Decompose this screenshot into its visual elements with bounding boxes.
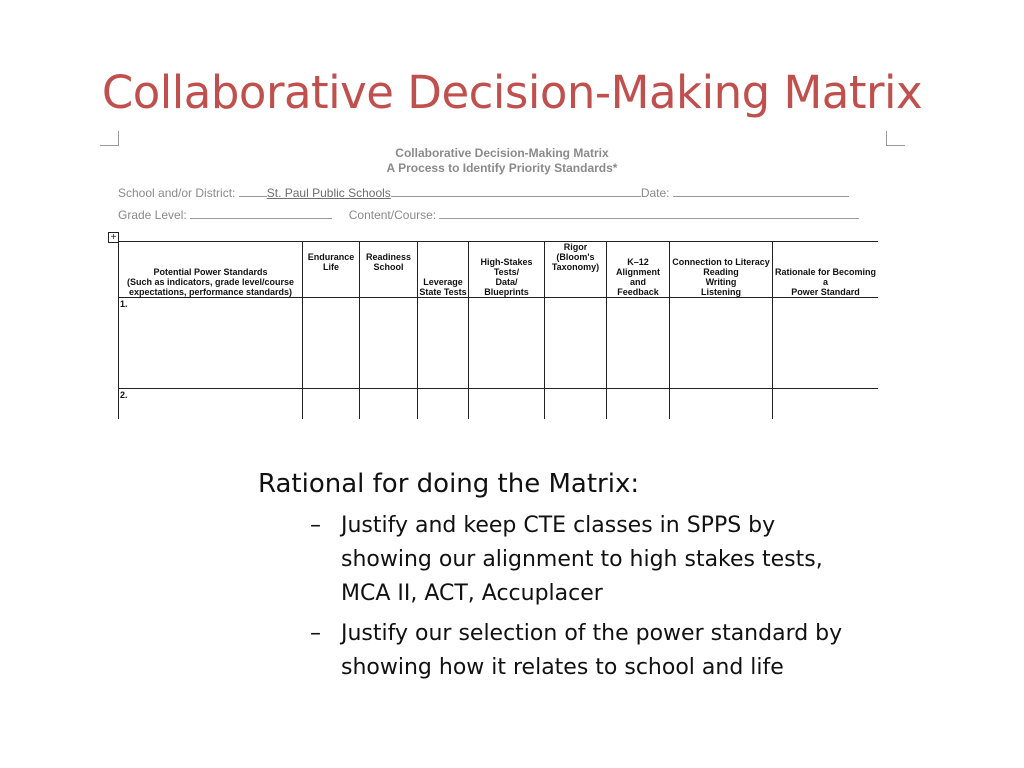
slide-title: Collaborative Decision-Making Matrix <box>101 66 923 119</box>
content-label: Content/Course: <box>348 208 437 222</box>
header-high-stakes: High-Stakes Tests/ Data/ Blueprints <box>469 242 545 298</box>
list-item <box>258 509 851 611</box>
row-number-cell[interactable]: 2. <box>119 389 303 420</box>
rationale-heading: Rational for doing the Matrix: <box>258 469 640 499</box>
header-potential-power-standards: Potential Power Standards (Such as indicators, grade level/course expectations, performance standards) <box>119 242 303 298</box>
plus-square-icon[interactable]: + <box>108 232 119 243</box>
document-title <box>0 146 1004 176</box>
header-k12-alignment: K–12 Alignment and Feedback <box>607 242 670 298</box>
bullet-text: Justify and keep CTE classes in SPPS by showing our alignment to high stakes tests, MCA II, ACT, Accuplacer <box>341 513 823 606</box>
bullet-text: Justify our selection of the power standard by showing how it relates to school and life <box>341 621 843 680</box>
grade-field <box>118 207 859 222</box>
header-leverage: Leverage State Tests <box>418 242 469 298</box>
school-value: St. Paul Public Schools <box>266 186 391 200</box>
document-title-line-1: Collaborative Decision-Making Matrix <box>395 146 609 160</box>
table-row <box>119 389 879 420</box>
school-label: School and/or District: <box>118 186 236 200</box>
table-header-row <box>119 242 879 298</box>
header-rationale: Rationale for Becoming a Power Standard <box>773 242 879 298</box>
rationale-section <box>258 467 858 691</box>
crop-mark-right <box>886 131 905 146</box>
decision-matrix-table <box>118 241 878 419</box>
list-item <box>258 617 851 685</box>
header-connection-to-literacy: Connection to Literacy Reading Writing Listening <box>670 242 773 298</box>
table-row <box>119 298 879 389</box>
crop-mark-left <box>100 131 119 146</box>
dash-bullet-icon: – <box>310 621 321 646</box>
document-title-line-2: A Process to Identify Priority Standards* <box>386 161 618 175</box>
rationale-bullets <box>258 509 858 685</box>
row-number-cell[interactable]: 1. <box>119 298 303 389</box>
grade-label: Grade Level: <box>118 208 187 222</box>
date-label: Date: <box>640 186 670 200</box>
dash-bullet-icon: – <box>310 513 321 538</box>
header-endurance: Endurance Life <box>303 242 360 298</box>
header-readiness: Readiness School <box>360 242 418 298</box>
header-rigor: Rigor (Bloom's Taxonomy) <box>545 242 607 298</box>
school-field <box>118 185 849 200</box>
